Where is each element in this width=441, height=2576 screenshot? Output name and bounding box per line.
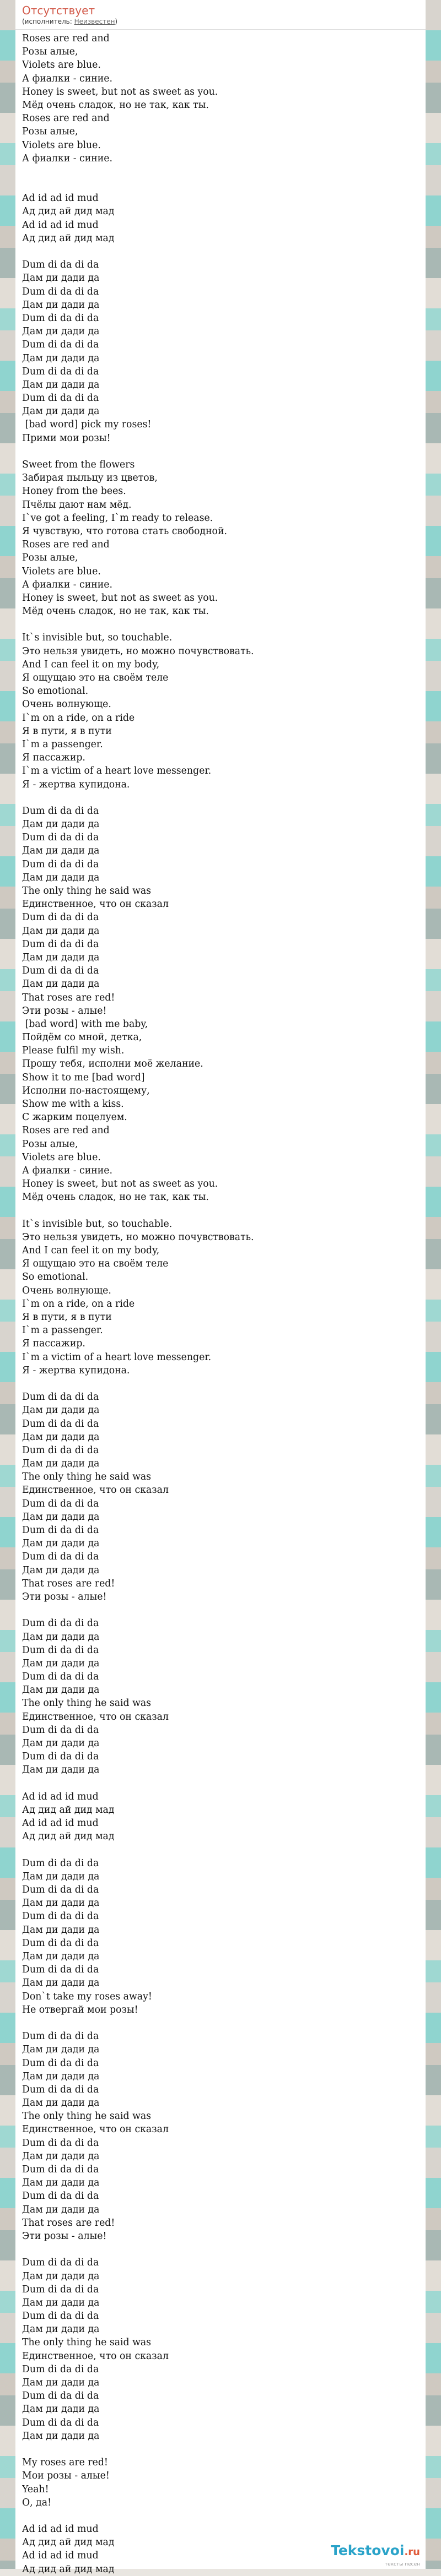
lyric-line: Дам ди дади да: [22, 2297, 100, 2308]
lyric-line: Roses are red and: [22, 539, 110, 551]
lyric-line: Dum di da di da: [22, 2057, 99, 2069]
lyric-line: Dum di da di da: [22, 2311, 99, 2322]
lyric-line: Dum di da di da: [22, 1964, 99, 1976]
lyric-line: [22, 1204, 420, 1218]
lyric-line: Dum di da di da: [22, 286, 99, 297]
lyric-line: Dum di da di da: [22, 1857, 99, 1869]
lyric-line: [bad word] with me baby,: [22, 1018, 148, 1030]
lyric-line: Dum di da di da: [22, 2031, 99, 2042]
lyric-line: [22, 2509, 420, 2523]
lyric-line: So emotional.: [22, 1271, 89, 1283]
performer-prefix: (исполнитель:: [22, 18, 74, 25]
lyric-line: Dum di da di da: [22, 2284, 99, 2295]
lyric-line: Мёд очень сладок, но не так, как ты.: [22, 1192, 209, 1203]
lyric-line: Дам ди дади да: [22, 1511, 100, 1523]
lyric-line: [22, 245, 420, 258]
lyric-line: Я ощущаю это на своём теле: [22, 672, 169, 683]
lyric-line: Дам ди дади да: [22, 979, 100, 990]
lyric-line: Ад дид ай дид мад: [22, 2563, 115, 2575]
lyric-line: Dum di da di da: [22, 2363, 99, 2375]
lyric-line: Очень волнующе.: [22, 1285, 111, 1296]
lyric-line: Dum di da di da: [22, 2417, 99, 2428]
lyric-line: [22, 1844, 420, 1857]
lyric-line: The only thing he said was: [22, 2337, 152, 2349]
lyric-line: Dum di da di da: [22, 1644, 99, 1656]
lyric-line: Единственное, что он сказал: [22, 899, 169, 910]
lyric-line: Дам ди дади да: [22, 952, 100, 963]
lyric-line: Единственное, что он сказал: [22, 1485, 169, 1496]
lyric-line: [22, 618, 420, 631]
lyric-line: Dum di da di da: [22, 259, 99, 271]
lyric-line: [bad word] pick my roses!: [22, 419, 152, 431]
lyric-line: Розы алые,: [22, 46, 78, 58]
lyric-line: Дам ди дади да: [22, 2270, 100, 2282]
lyric-line: Dum di da di da: [22, 1551, 99, 1563]
lyric-line: Забирая пыльцу из цветов,: [22, 472, 158, 484]
lyric-line: Дам ди дади да: [22, 1684, 100, 1696]
lyric-line: Розы алые,: [22, 1138, 78, 1150]
lyric-line: And I can feel it on my body,: [22, 1245, 160, 1257]
lyric-line: Дам ди дади да: [22, 1951, 100, 1962]
lyric-line: Ad id ad id mud: [22, 193, 99, 204]
lyric-line: Дам ди дади да: [22, 2377, 100, 2388]
lyric-line: I`m on a ride, on a ride: [22, 1298, 135, 1309]
lyric-line: Dum di da di da: [22, 366, 99, 377]
lyric-line: Мои розы - алые!: [22, 2470, 110, 2482]
lyric-line: Dum di da di da: [22, 1751, 99, 1763]
lyric-line: О, да!: [22, 2497, 52, 2508]
lyric-line: Единственное, что он сказал: [22, 2350, 169, 2362]
lyric-line: Roses are red and: [22, 33, 110, 44]
lyric-line: Dum di da di da: [22, 2191, 99, 2202]
lyric-line: Dum di da di da: [22, 1498, 99, 1509]
lyric-line: Дам ди дади да: [22, 326, 100, 338]
lyric-line: Dum di da di da: [22, 312, 99, 324]
lyric-line: Dum di da di da: [22, 965, 99, 977]
lyric-line: I`m on a ride, on a ride: [22, 712, 135, 724]
lyric-line: Дам ди дади да: [22, 1431, 100, 1443]
lyric-line: [22, 1377, 420, 1390]
lyric-line: The only thing he said was: [22, 2111, 152, 2122]
lyric-line: It`s invisible but, so touchable.: [22, 1218, 173, 1230]
lyric-line: Dum di da di da: [22, 1937, 99, 1949]
lyric-line: Honey is sweet, but not as sweet as you.: [22, 1178, 218, 1190]
lyric-line: Я - жертва купидона.: [22, 779, 130, 790]
performer-suffix: ): [115, 18, 118, 25]
lyric-line: Дам ди дади да: [22, 273, 100, 284]
lyric-line: Дам ди дади да: [22, 406, 100, 417]
lyric-line: [22, 2443, 420, 2456]
left-decorative-stripe: [0, 0, 15, 2569]
lyric-line: Дам ди дади да: [22, 299, 100, 311]
lyric-line: Единственное, что он сказал: [22, 2124, 169, 2135]
lyric-line: Dum di da di da: [22, 1444, 99, 1456]
lyric-line: Дам ди дади да: [22, 2097, 100, 2109]
lyric-line: [22, 445, 420, 458]
lyric-line: Эти розы - алые!: [22, 1591, 107, 1602]
lyric-line: Dum di da di da: [22, 1884, 99, 1896]
lyric-line: Dum di da di da: [22, 1911, 99, 1922]
lyric-line: Дам ди дади да: [22, 1764, 100, 1776]
lyric-line: Дам ди дади да: [22, 1977, 100, 1989]
right-decorative-stripe: [426, 0, 441, 2569]
lyric-line: А фиалки - синие.: [22, 73, 113, 84]
lyric-line: Ad id ad id mud: [22, 1791, 99, 1802]
lyric-line: Прими мои розы!: [22, 432, 111, 444]
lyric-line: [22, 1604, 420, 1617]
lyric-line: Дам ди дади да: [22, 2044, 100, 2056]
lyric-line: Ад дид ай дид мад: [22, 1831, 115, 1843]
lyric-line: I`m a victim of a heart love messenger.: [22, 1351, 212, 1363]
lyric-line: Дам ди дади да: [22, 379, 100, 390]
lyric-line: And I can feel it on my body,: [22, 659, 160, 670]
lyric-line: Dum di da di da: [22, 912, 99, 923]
lyric-line: Dum di da di da: [22, 1525, 99, 1536]
lyric-line: Dum di da di da: [22, 2137, 99, 2149]
lyric-line: Дам ди дади да: [22, 1871, 100, 1882]
lyric-line: Ad id ad id mud: [22, 1818, 99, 1829]
lyric-line: Дам ди дади да: [22, 1458, 100, 1470]
lyric-line: Honey from the bees.: [22, 486, 126, 497]
lyric-line: Show it to me [bad word]: [22, 1072, 145, 1083]
lyric-line: Дам ди дади да: [22, 2150, 100, 2162]
lyric-line: Dum di da di da: [22, 2164, 99, 2175]
lyric-line: Это нельзя увидеть, но можно почувствовать.: [22, 1231, 254, 1243]
lyric-line: Пойдём со мной, детка,: [22, 1032, 142, 1044]
lyric-line: Дам ди дади да: [22, 1631, 100, 1643]
lyric-line: Дам ди дади да: [22, 2177, 100, 2189]
lyric-line: Ад дид ай дид мад: [22, 206, 115, 218]
lyric-line: Ад дид ай дид мад: [22, 2537, 115, 2548]
lyric-line: Дам ди дади да: [22, 1538, 100, 1550]
lyric-line: Не отвергай мои розы!: [22, 2004, 138, 2015]
lyric-line: Единственное, что он сказал: [22, 1711, 169, 1722]
lyric-line: That roses are red!: [22, 992, 115, 1003]
lyric-line: Violets are blue.: [22, 139, 101, 151]
lyric-line: Дам ди дади да: [22, 872, 100, 883]
lyric-line: Дам ди дади да: [22, 1898, 100, 1909]
lyric-line: Honey is sweet, but not as sweet as you.: [22, 592, 218, 604]
lyric-line: Мёд очень сладок, но не так, как ты.: [22, 99, 209, 111]
lyric-line: Пчёлы дают нам мёд.: [22, 499, 132, 510]
site-logo[interactable]: [304, 2537, 420, 2562]
lyric-line: Дам ди дади да: [22, 2404, 100, 2415]
lyric-line: Dum di da di da: [22, 805, 99, 817]
lyric-line: I`m a passenger.: [22, 738, 103, 750]
lyric-line: My roses are red!: [22, 2457, 108, 2469]
lyric-line: That roses are red!: [22, 2217, 115, 2229]
lyric-line: Ad id ad id mud: [22, 2550, 99, 2562]
lyric-line: Розы алые,: [22, 552, 78, 564]
lyric-line: [22, 2243, 420, 2256]
lyric-line: Violets are blue.: [22, 59, 101, 71]
lyric-line: Dum di da di da: [22, 858, 99, 870]
lyric-line: Дам ди дади да: [22, 2430, 100, 2442]
lyric-line: I`m a passenger.: [22, 1325, 103, 1336]
site-logo-name: Tekstovoi: [331, 2542, 405, 2558]
lyric-line: Дам ди дади да: [22, 2324, 100, 2335]
lyric-line: Прошу тебя, исполни моё желание.: [22, 1058, 203, 1070]
lyric-line: [22, 178, 420, 192]
lyric-line: Dum di da di da: [22, 1724, 99, 1736]
lyric-line: [22, 165, 420, 178]
lyric-line: Эти розы - алые!: [22, 1005, 107, 1017]
lyrics-body: [15, 30, 426, 2576]
lyric-line: Ад дид ай дид мад: [22, 1804, 115, 1816]
lyric-line: Dum di da di da: [22, 832, 99, 844]
lyric-line: Ad id ad id mud: [22, 2524, 99, 2535]
lyric-line: Yeah!: [22, 2483, 49, 2495]
lyric-line: Dum di da di da: [22, 1671, 99, 1683]
lyric-line: Дам ди дади да: [22, 1657, 100, 1669]
lyric-line: Дам ди дади да: [22, 819, 100, 830]
lyric-line: Дам ди дади да: [22, 1924, 100, 1936]
lyric-line: Мёд очень сладок, но не так, как ты.: [22, 606, 209, 617]
lyric-line: Dum di da di da: [22, 2257, 99, 2269]
lyric-line: Исполни по-настоящему,: [22, 1085, 150, 1096]
song-title: Отсутствует: [22, 4, 95, 17]
lyric-line: А фиалки - синие.: [22, 1165, 113, 1176]
lyric-line: So emotional.: [22, 686, 89, 697]
lyric-line: That roses are red!: [22, 1578, 115, 1589]
lyrics-page: [15, 0, 426, 2575]
lyric-line: Дам ди дади да: [22, 352, 100, 364]
lyric-line: Dum di da di da: [22, 938, 99, 950]
lyric-line: Sweet from the flowers: [22, 459, 135, 470]
lyric-line: Violets are blue.: [22, 566, 101, 577]
lyric-line: Я - жертва купидона.: [22, 1365, 130, 1376]
lyric-line: [22, 1777, 420, 1790]
lyric-line: Please fulfil my wish.: [22, 1045, 125, 1057]
lyric-line: Дам ди дади да: [22, 1405, 100, 1416]
lyric-line: Я чувствую, что готова стать свободной.: [22, 525, 227, 537]
lyric-line: А фиалки - синие.: [22, 153, 113, 164]
lyric-line: Dum di da di da: [22, 2390, 99, 2402]
lyric-line: Я пассажир.: [22, 1338, 85, 1350]
site-logo-block: [304, 2537, 426, 2569]
lyric-line: I`ve got a feeling, I`m ready to release.: [22, 512, 213, 524]
lyric-line: Я ощущаю это на своём теле: [22, 1258, 169, 1270]
lyric-line: [22, 2017, 420, 2030]
lyric-line: I`m a victim of a heart love messenger.: [22, 765, 212, 777]
lyric-line: Дам ди дади да: [22, 2204, 100, 2215]
lyric-line: Show me with a kiss.: [22, 1099, 124, 1110]
lyric-line: Дам ди дади да: [22, 1564, 100, 1576]
lyric-line: Roses are red and: [22, 113, 110, 124]
site-logo-tld: .ru: [404, 2546, 420, 2558]
lyric-line: Violets are blue.: [22, 1151, 101, 1163]
lyric-line: The only thing he said was: [22, 1698, 152, 1709]
lyric-line: Dum di da di da: [22, 339, 99, 351]
lyric-line: Dum di da di da: [22, 1392, 99, 1403]
lyric-line: Это нельзя увидеть, но можно почувствовать.: [22, 645, 254, 657]
lyric-line: Дам ди дади да: [22, 845, 100, 857]
lyric-line: [22, 791, 420, 805]
lyric-line: Я пассажир.: [22, 752, 85, 764]
lyric-line: Dum di da di da: [22, 393, 99, 404]
lyric-line: Dum di da di da: [22, 1418, 99, 1430]
performer-line: [22, 18, 420, 26]
lyric-line: Roses are red and: [22, 1125, 110, 1137]
lyric-line: The only thing he said was: [22, 885, 152, 896]
site-logo-tagline: тексты песен: [384, 2562, 420, 2567]
song-header: [15, 0, 426, 30]
lyric-line: Эти розы - алые!: [22, 2230, 107, 2242]
lyric-line: Розы алые,: [22, 126, 78, 138]
lyric-line: Ад дид ай дид мад: [22, 232, 115, 244]
lyric-line: Dum di da di da: [22, 1618, 99, 1629]
lyric-line: Honey is sweet, but not as sweet as you.: [22, 86, 218, 97]
lyric-line: Я в пути, я в пути: [22, 725, 112, 737]
lyric-line: It`s invisible but, so touchable.: [22, 632, 173, 644]
lyric-line: Дам ди дади да: [22, 2070, 100, 2082]
lyric-line: Ad id ad id mud: [22, 219, 99, 231]
lyric-line: The only thing he said was: [22, 1471, 152, 1483]
lyric-line: Dum di da di da: [22, 2084, 99, 2095]
lyric-line: Я в пути, я в пути: [22, 1312, 112, 1323]
lyric-line: С жарким поцелуем.: [22, 1112, 127, 1123]
lyric-line: А фиалки - синие.: [22, 579, 113, 590]
lyric-line: Дам ди дади да: [22, 1738, 100, 1749]
performer-link[interactable]: Неизвестен: [74, 18, 115, 25]
lyric-line: Дам ди дади да: [22, 925, 100, 937]
lyric-line: Don`t take my roses away!: [22, 1991, 152, 2002]
lyric-line: Очень волнующе.: [22, 699, 111, 710]
